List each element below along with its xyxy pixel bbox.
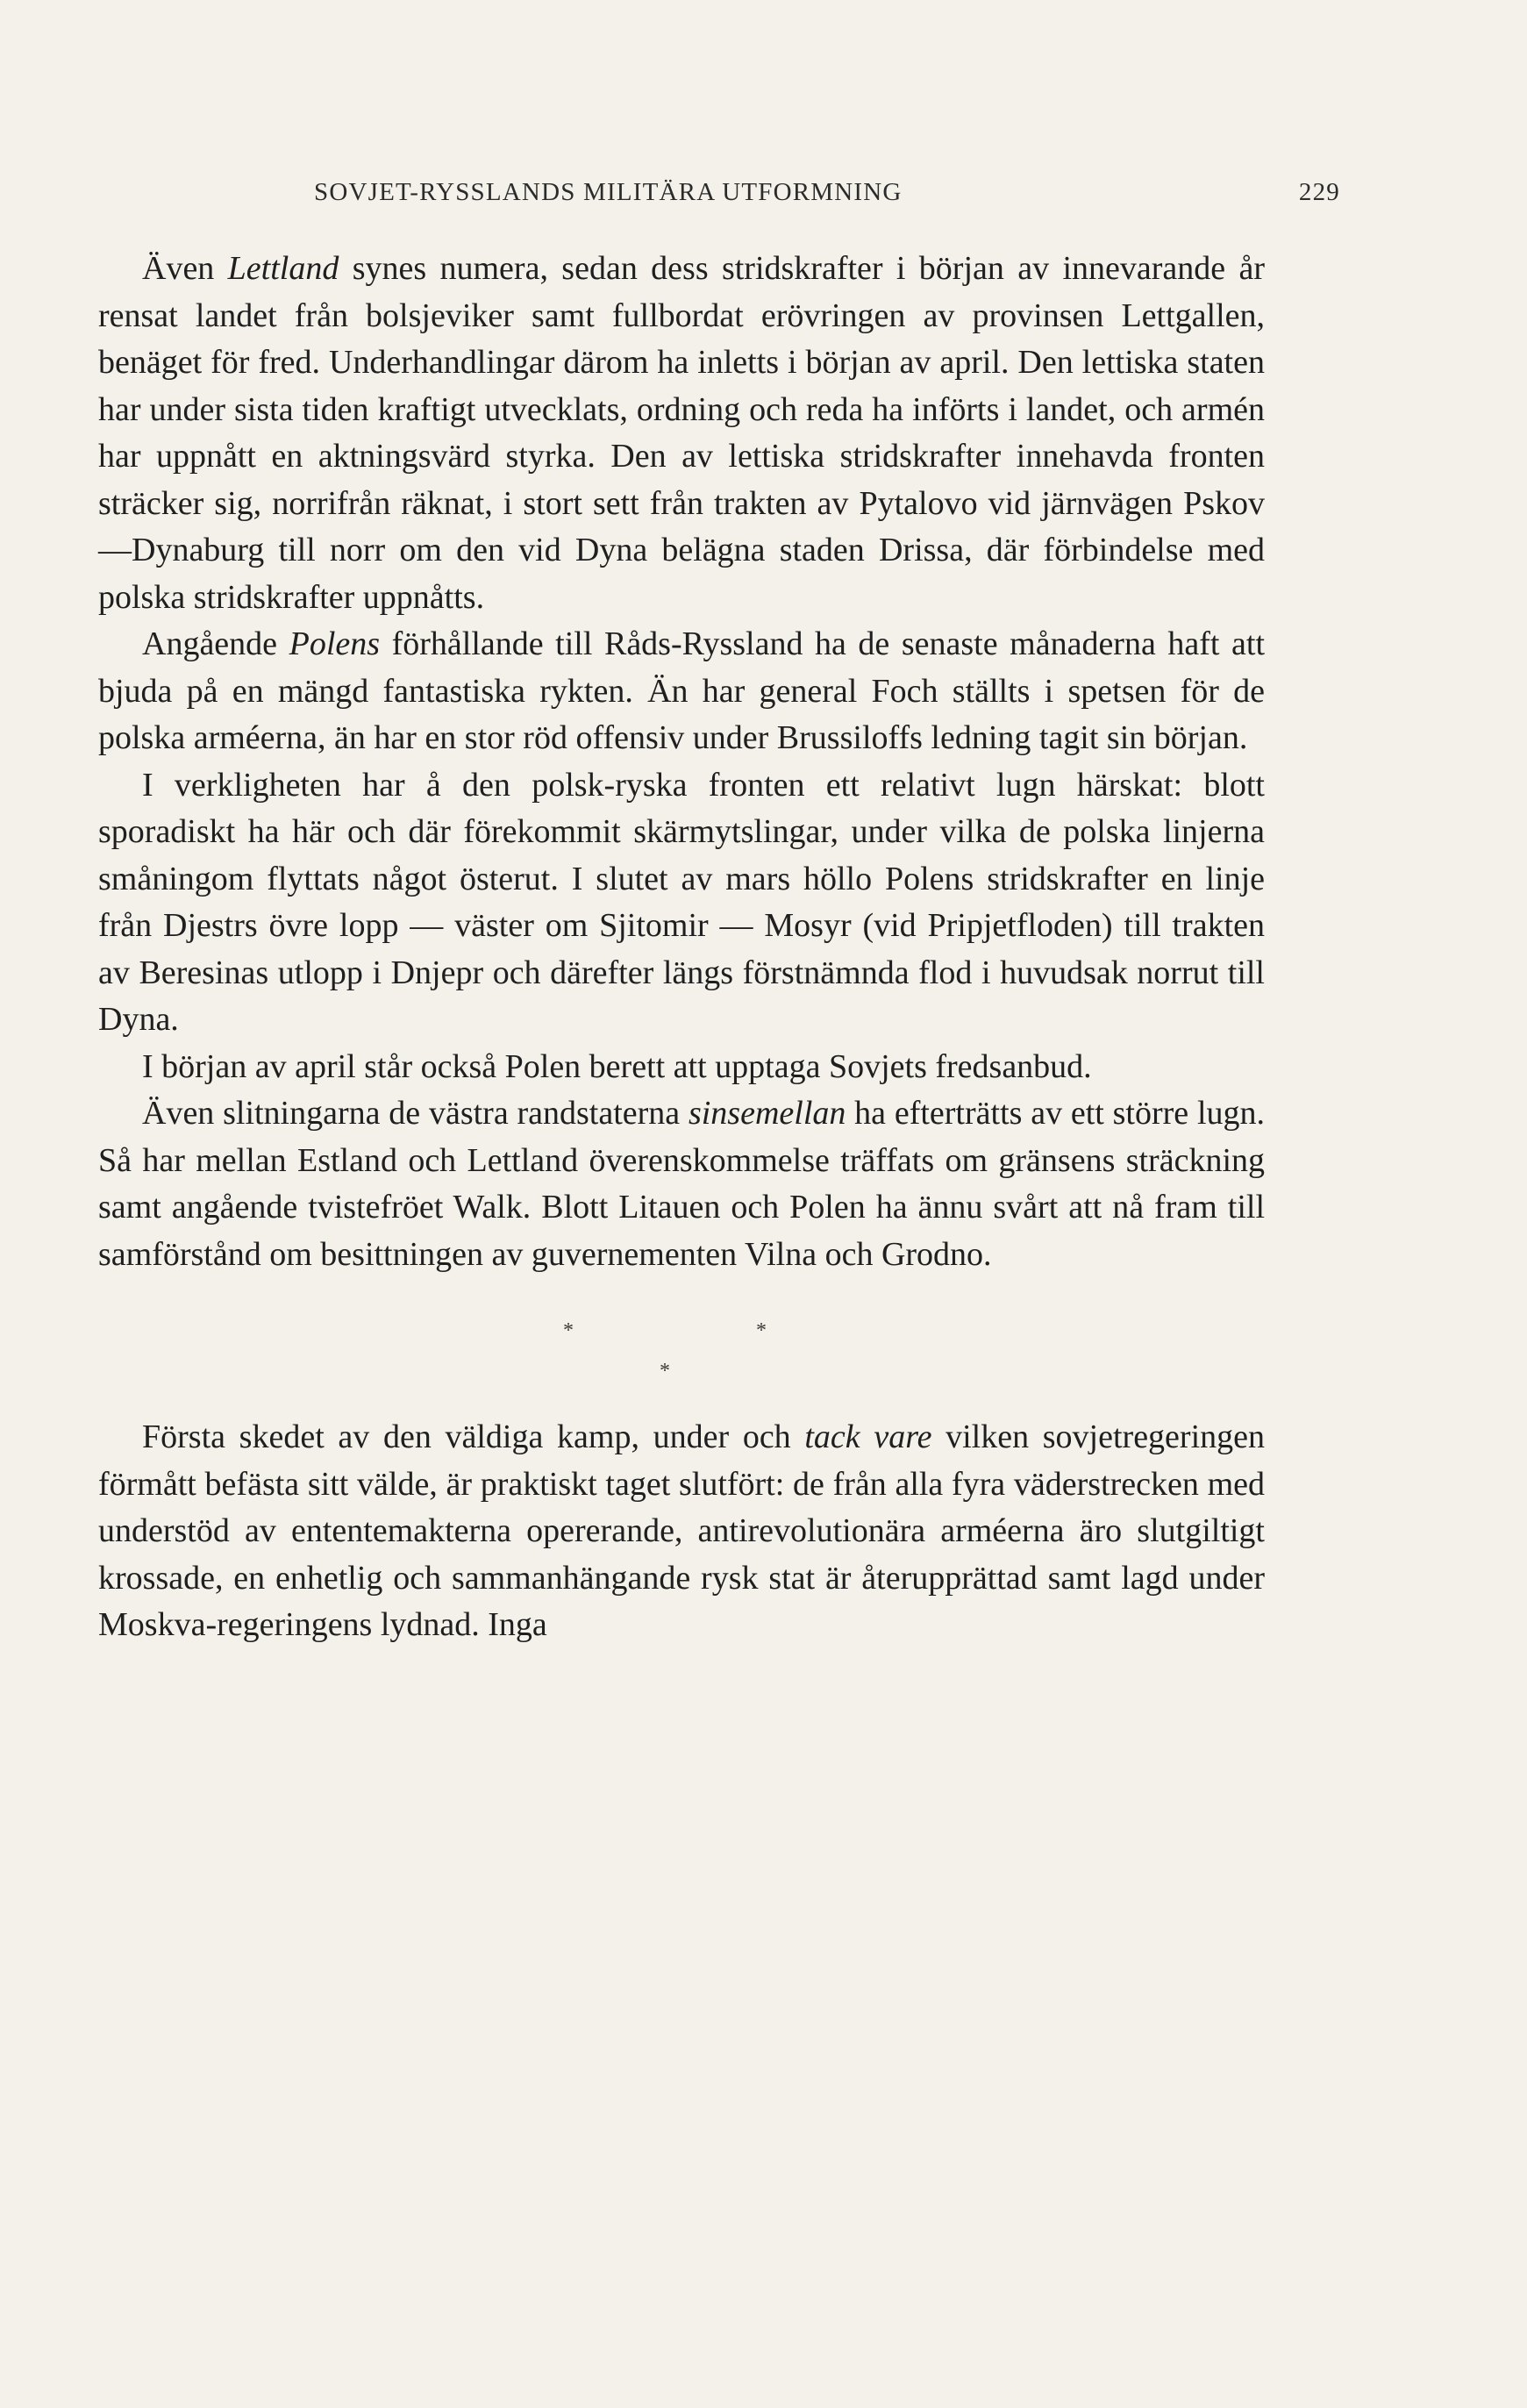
paragraph-randstaterna bbox=[98, 1090, 1265, 1278]
asterisk-right: * bbox=[756, 1319, 767, 1342]
text-segment: Även slitningarna de västra randstaterna bbox=[142, 1095, 689, 1132]
asterisk-left: * bbox=[563, 1319, 574, 1342]
italic-segment: Polens bbox=[289, 625, 381, 662]
bottom-margin bbox=[98, 1649, 1265, 1705]
italic-segment: tack vare bbox=[804, 1418, 932, 1455]
asterisk-middle: * bbox=[660, 1360, 670, 1383]
main-text-block bbox=[98, 246, 1265, 1705]
running-header bbox=[314, 178, 1340, 213]
text-segment: I verkligheten har å den polsk-ryska fronten ett relativt lugn härskat: blott sporadiskt ha här och där förekommit skärmytslingar, under vilka de polska linjerna småningom flyttats något österut. I slutet av mars höllo Polens stridskrafter en linje från Djestrs övre lopp — väster om Sjitomir — Mosyr (vid Pripjetfloden) till trakten av Beresinas utlopp i Dnjepr och därefter längs förstnämnda flod i huvudsak norrut till Dyna. bbox=[98, 766, 1265, 1038]
italic-segment: Lettland bbox=[227, 250, 339, 287]
text-segment: ha efterträtts av ett större lugn. Så har mellan Estland och Lettland överenskommelse träffats om gränsens sträckning samt angående tvistefröet Walk. Blott Litauen och Polen ha ännu svårt att nå fram till samförstånd om besittningen av guvernementen Vilna och Grodno. bbox=[98, 1095, 1266, 1273]
paragraph-lettland bbox=[98, 246, 1265, 621]
page-number: 229 bbox=[1298, 178, 1340, 206]
italic-segment: sinsemellan bbox=[688, 1095, 846, 1132]
running-title: SOVJET-RYSSLANDS MILITÄRA UTFORMNING bbox=[314, 178, 903, 206]
paragraph-verkligheten bbox=[98, 762, 1265, 1044]
text-segment: Första skedet av den väldiga kamp, under och bbox=[142, 1418, 805, 1455]
text-segment: synes numera, sedan dess stridskrafter i början av innevarande år rensat landet från bolsjeviker samt fullbordat erövringen av provinsen Lettgallen, benäget för fred. Underhandlingar därom ha inletts i början av april. Den lettiska staten har under sista tiden kraftigt utvecklats, ordning och reda ha införts i landet, och armén har uppnått en aktningsvärd styrka. Den av lettiska stridskrafter innehavda fronten sträcker sig, norrifrån räknat, i stort sett från trakten av Pytalovo vid järnvägen Pskov—Dynaburg till norr om den vid Dyna belägna staden Drissa, där förbindelse med polska stridskrafter uppnåtts. bbox=[98, 250, 1266, 616]
text-segment: I början av april står också Polen berett att upptaga Sovjets fredsanbud. bbox=[142, 1047, 1092, 1085]
paragraph-april bbox=[98, 1044, 1265, 1091]
text-segment: Även bbox=[142, 250, 228, 287]
section-separator bbox=[98, 1278, 1265, 1414]
paragraph-forsta-skedet bbox=[98, 1414, 1265, 1649]
text-segment: vilken sovjetregeringen förmått befästa sitt välde, är praktiskt taget slutfört: de från alla fyra väderstrecken med understöd av ententemakterna opererande, antirevolutionära arméerna äro slutgiltigt krossade, en enhetlig och sammanhängande rysk stat är återupprättad samt lagd under Moskva-regeringens lydnad. Inga bbox=[98, 1418, 1265, 1643]
paragraph-polens bbox=[98, 621, 1265, 762]
text-segment: Angående bbox=[142, 625, 289, 662]
text-segment: förhållande till Råds-Ryssland ha de senaste månaderna haft att bjuda på en mängd fantastiska rykten. Än har general Foch ställts i spetsen för de polska arméerna, än har en stor röd offensiv under Brussiloffs ledning tagit sin början. bbox=[98, 625, 1265, 756]
